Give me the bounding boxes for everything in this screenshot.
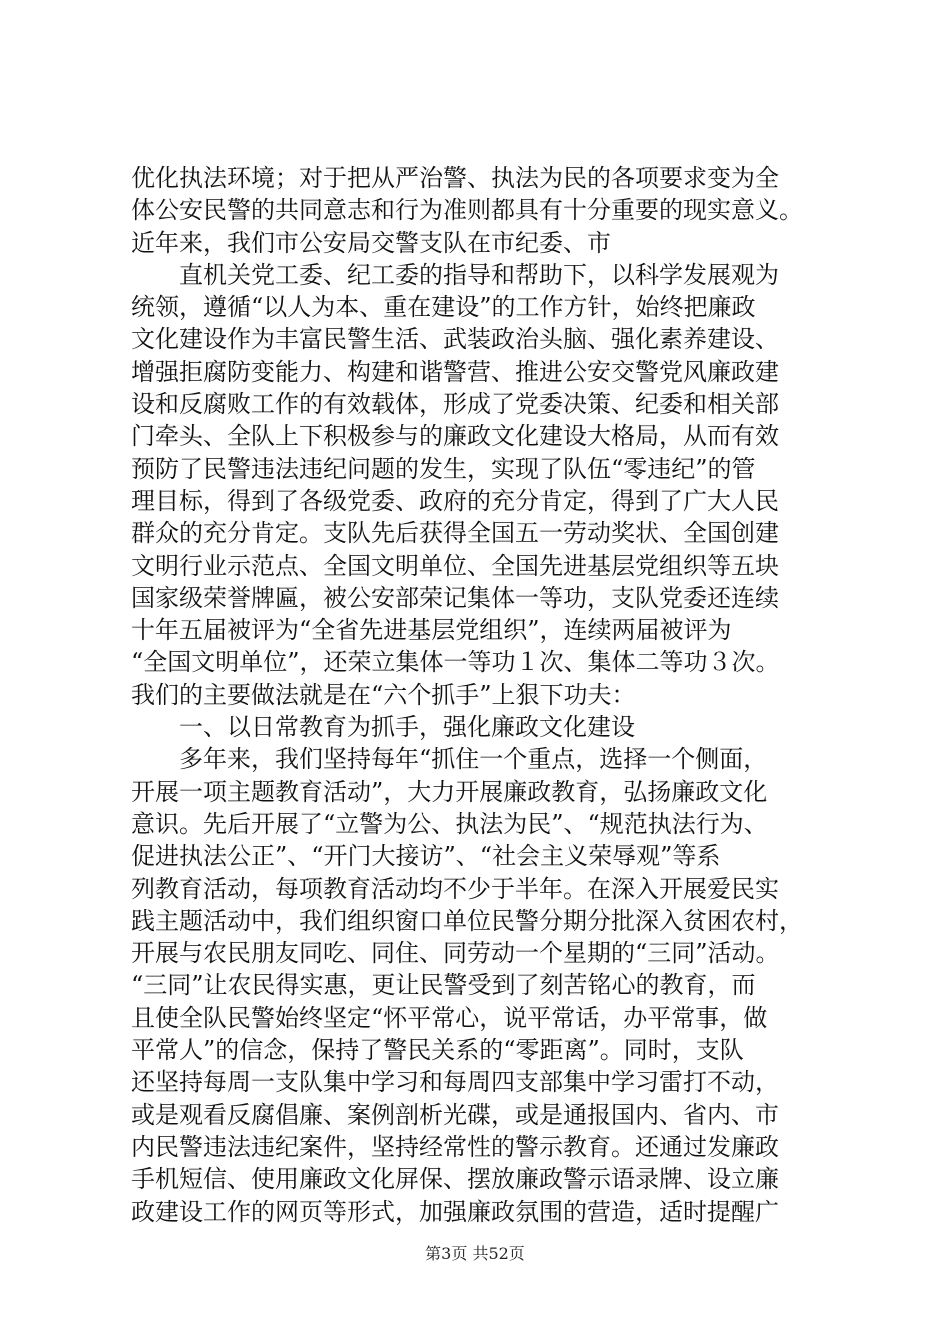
text-line: 或是观看反腐倡廉、案例剖析光碟，或是通报国内、省内、市 <box>131 1100 779 1129</box>
text-line: 预防了民警违法违纪问题的发生，实现了队伍“零违纪”的管 <box>131 454 756 483</box>
text-line: 多年来，我们坚持每年“抓住一个重点，选择一个侧面， <box>179 745 768 774</box>
text-line: 列教育活动，每项教育活动均不少于半年。在深入开展爱民实 <box>131 874 779 903</box>
text-line: 一、以日常教育为抓手，强化廉政文化建设 <box>179 713 635 742</box>
text-line: 国家级荣誉牌匾，被公安部荣记集体一等功，支队党委还连续 <box>131 583 779 612</box>
body-text <box>131 162 831 1228</box>
text-line: 我们的主要做法就是在“六个抓手”上狠下功夫： <box>131 680 636 709</box>
text-line: 平常人”的信念，保持了警民关系的“零距离”。同时，支队 <box>131 1036 744 1065</box>
text-line: 践主题活动中，我们组织窗口单位民警分期分批深入贫困农村， <box>131 906 803 935</box>
text-line: 群众的充分肯定。支队先后获得全国五一劳动奖状、全国创建 <box>131 519 779 548</box>
text-line: 统领，遵循“以人为本、重在建设”的工作方针，始终把廉政 <box>131 293 756 322</box>
text-line: 文化建设作为丰富民警生活、武装政治头脑、强化素养建设、 <box>131 325 779 354</box>
text-line: 增强拒腐防变能力、构建和谐警营、推进公安交警党风廉政建 <box>131 357 779 386</box>
text-line: 意识。先后开展了“立警为公、执法为民”、“规范执法行为、 <box>131 809 768 838</box>
text-line: 近年来，我们市公安局交警支队在市纪委、市 <box>131 228 611 257</box>
text-line: 还坚持每周一支队集中学习和每周四支部集中学习雷打不动， <box>131 1068 779 1097</box>
text-line: 政建设工作的网页等形式，加强廉政氛围的营造，适时提醒广 <box>131 1197 779 1226</box>
text-line: 促进执法公正”、“开门大接访”、“社会主义荣辱观”等系 <box>131 842 721 871</box>
text-line: 开展一项主题教育活动”，大力开展廉政教育，弘扬廉政文化 <box>131 777 768 806</box>
text-line: 设和反腐败工作的有效载体，形成了党委决策、纪委和相关部 <box>131 390 779 419</box>
text-line: 开展与农民朋友同吃、同住、同劳动一个星期的“三同”活动。 <box>131 939 780 968</box>
text-line: 手机短信、使用廉政文化屏保、摆放廉政警示语录牌、设立廉 <box>131 1165 779 1194</box>
text-line: “三同”让农民得实惠，更让民警受到了刻苦铭心的教育，而 <box>131 971 756 1000</box>
text-line: 体公安民警的共同意志和行为准则都具有十分重要的现实意义。 <box>131 196 803 225</box>
text-line: 理目标，得到了各级党委、政府的充分肯定，得到了广大人民 <box>131 486 779 515</box>
text-line: 优化执法环境；对于把从严治警、执法为民的各项要求变为全 <box>131 164 779 192</box>
text-line: 且使全队民警始终坚定“怀平常心，说平常话，办平常事，做 <box>131 1003 768 1032</box>
text-line: 十年五届被评为“全省先进基层党组织”，连续两届被评为 <box>131 616 732 645</box>
text-line: 内民警违法违纪案件，坚持经常性的警示教育。还通过发廉政 <box>131 1132 779 1161</box>
text-line: 直机关党工委、纪工委的指导和帮助下，以科学发展观为 <box>179 260 779 289</box>
text-line: 门牵头、全队上下积极参与的廉政文化建设大格局，从而有效 <box>131 422 779 451</box>
text-line: “全国文明单位”，还荣立集体一等功１次、集体二等功３次。 <box>131 648 780 677</box>
text-line: 文明行业示范点、全国文明单位、全国先进基层党组织等五块 <box>131 551 779 580</box>
page-footer: 第3页 共52页 <box>425 1244 525 1263</box>
